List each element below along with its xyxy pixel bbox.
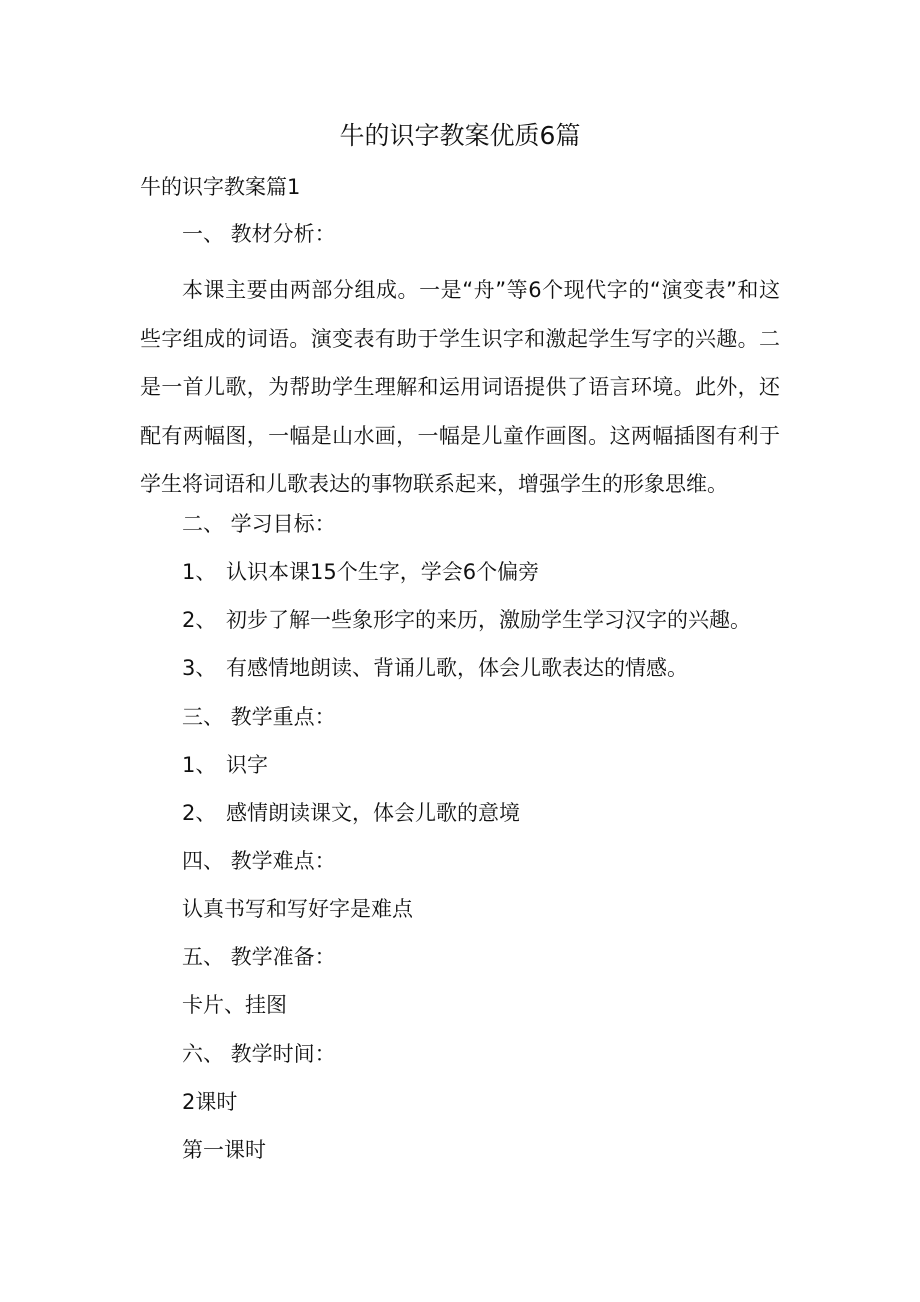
section-heading-duration: 六、 教学时间： [182, 1042, 336, 1066]
goal-number: 1、 [182, 560, 217, 584]
goal-text: 认识本课15个生字，学会6个偏旁 [226, 560, 540, 584]
key-point-number: 2、 [182, 801, 217, 825]
first-lesson-heading: 第一课时 [182, 1138, 266, 1162]
goal-item [182, 557, 539, 587]
key-point-number: 1、 [182, 753, 217, 777]
section-heading-preparation: 五、 教学准备： [182, 945, 336, 969]
key-point-item [182, 750, 268, 780]
goal-item [182, 653, 688, 683]
section-heading-difficulty: 四、 教学难点： [182, 849, 336, 873]
section-heading-learning-goals: 二、 学习目标： [182, 512, 336, 536]
document-subtitle: 牛的识字教案篇1 [140, 175, 301, 199]
intro-paragraph: 本课主要由两部分组成。一是“舟”等6个现代字的“演变表”和这些字组成的词语。演变表有助于学生识字和激起学生写字的兴趣。二是一首儿歌，为帮助学生理解和运用词语提供了语言环境。此外，还配有两幅图，一幅是山水画，一幅是儿童作画图。这两幅插图有利于学生将词语和儿歌表达的事物联系起来，增强学生的形象思维。 [140, 278, 780, 496]
key-point-item [182, 798, 520, 828]
duration-text: 2课时 [182, 1090, 238, 1114]
preparation-text: 卡片、挂图 [182, 993, 287, 1017]
goal-text: 有感情地朗读、背诵儿歌，体会儿歌表达的情感。 [226, 656, 688, 680]
key-point-text: 识字 [226, 753, 268, 777]
goal-number: 2、 [182, 608, 217, 632]
document-title: 牛的识字教案优质6篇 [339, 121, 581, 150]
goal-text: 初步了解一些象形字的来历，激励学生学习汉字的兴趣。 [226, 608, 751, 632]
section-heading-teaching-material: 一、 教材分析： [182, 222, 336, 246]
section-heading-key-points: 三、 教学重点： [182, 705, 336, 729]
goal-item [182, 605, 751, 635]
goal-number: 3、 [182, 656, 217, 680]
key-point-text: 感情朗读课文，体会儿歌的意境 [226, 801, 520, 825]
difficulty-text: 认真书写和写好字是难点 [182, 897, 413, 921]
